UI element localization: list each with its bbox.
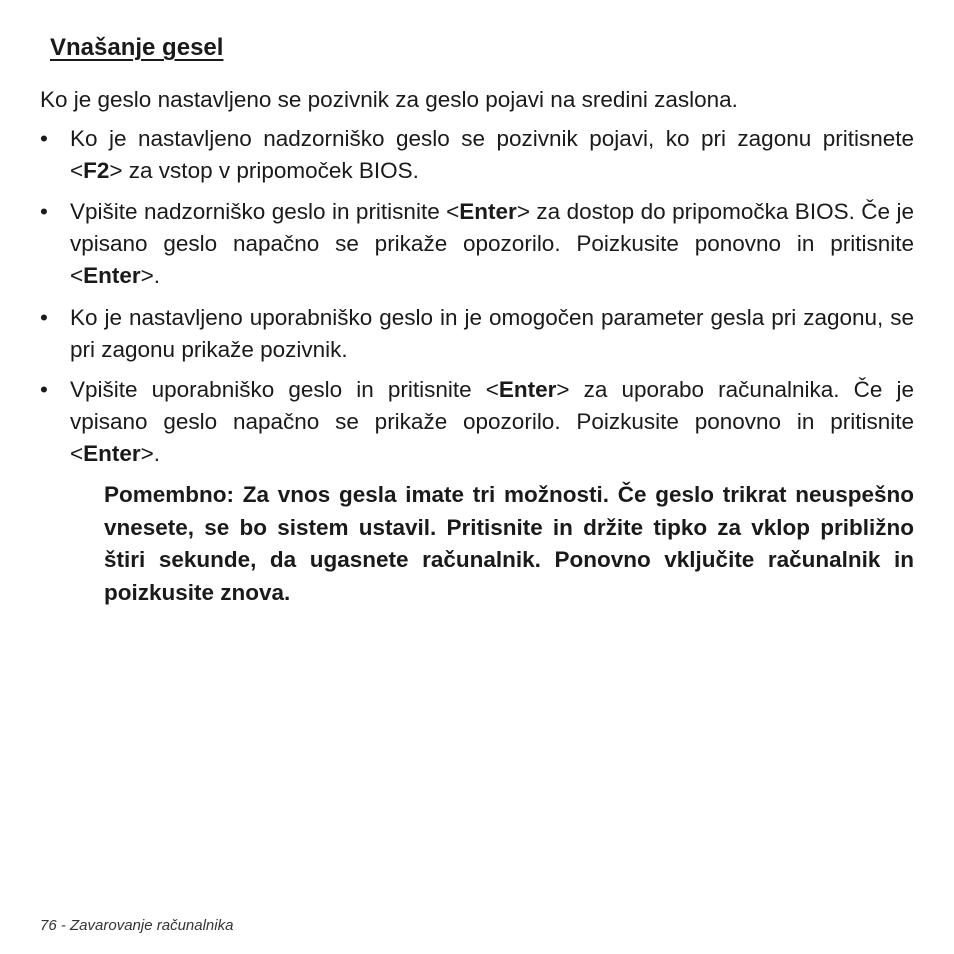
important-note: Pomembno: Za vnos gesla imate tri možnosti. Če geslo trikrat neuspešno vnesete, se bo sistem ustavil. Pritisnite in držite tipko za vklop približno štiri sekunde, da ugasnete računalnik. Ponovno vključite računalnik in poizkusite znova.	[104, 482, 914, 605]
key-name: Enter	[459, 199, 517, 224]
intro-paragraph: Ko je geslo nastavljeno se pozivnik za geslo pojavi na sredini zaslona.	[40, 87, 738, 112]
section-heading: Vnašanje gesel	[50, 34, 224, 61]
list-item	[40, 302, 914, 366]
bullet-icon: •	[40, 199, 48, 224]
list-item	[40, 374, 914, 470]
bullet-icon: •	[40, 305, 48, 330]
key-name: Enter	[498, 377, 557, 402]
list-item-text: Vpišite nadzorniško geslo in pritisnite <Enter> za dostop do pripomočka BIOS. Če je vpisano geslo napačno se prikaže opozorilo. Poizkusite ponovno in pritisnite <Enter>.	[70, 199, 914, 288]
list-item	[40, 123, 914, 187]
list-item-text: Ko je nastavljeno uporabniško geslo in je omogočen parameter gesla pri zagonu, se pri zagonu prikaže pozivnik.	[70, 305, 914, 362]
key-name: F2	[83, 158, 110, 183]
bullet-icon: •	[40, 377, 48, 402]
list-item-text: Ko je nastavljeno nadzorniško geslo se pozivnik pojavi, ko pri zagonu pritisnete <F2> za vstop v pripomoček BIOS.	[70, 126, 914, 183]
key-name: Enter	[83, 263, 141, 288]
list-item	[40, 196, 914, 292]
key-name: Enter	[83, 441, 141, 466]
page-footer: 76 - Zavarovanje računalnika	[40, 917, 234, 934]
bullet-icon: •	[40, 126, 48, 151]
list-item-text: Vpišite uporabniško geslo in pritisnite <Enter> za uporabo računalnika. Če je vpisano geslo napačno se prikaže opozorilo. Poizkusite ponovno in pritisnite <Enter>.	[70, 377, 914, 466]
